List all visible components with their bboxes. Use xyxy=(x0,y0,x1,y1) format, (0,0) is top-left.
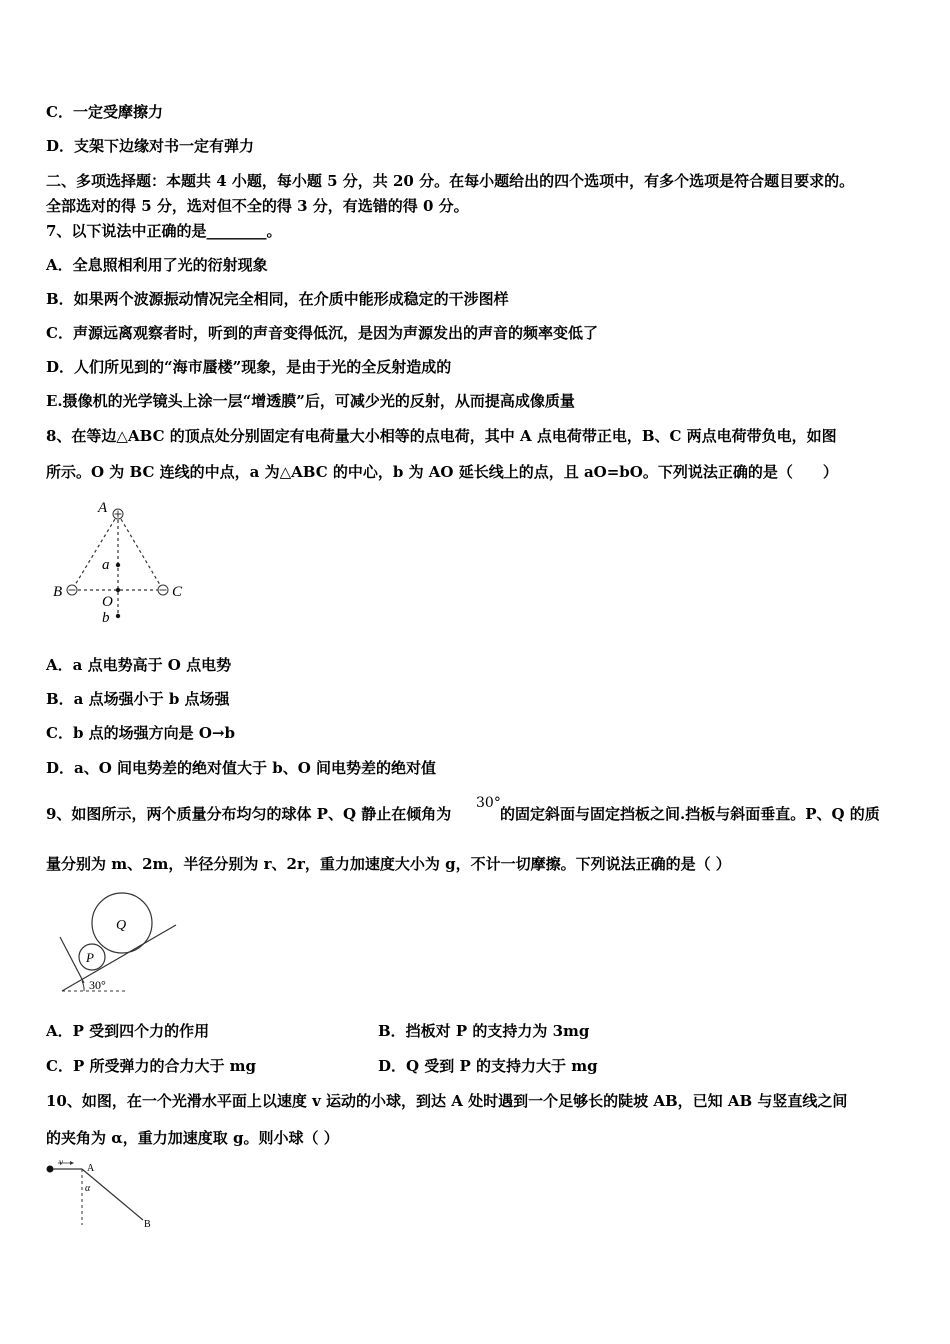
q10-label-v: v xyxy=(59,1157,63,1167)
q7-stem: 7、以下说法中正确的是________。 xyxy=(46,222,282,240)
section2-instructions-line2: 全部选对的得 5 分，选对但不全的得 3 分，有选错的得 0 分。 xyxy=(46,197,469,215)
q9-angle-superscript: 30° xyxy=(476,795,501,811)
q9-stem-line2: 量分别为 m、2m，半径分别为 r、2r，重力加速度大小为 g，不计一切摩擦。下列说法正确的是（ ） xyxy=(46,855,731,873)
q9-stem-line1-part2: 的固定斜面与固定挡板之间.挡板与斜面垂直。P、Q 的质 xyxy=(500,805,880,823)
q7-option-a: A．全息照相利用了光的衍射现象 xyxy=(46,256,268,274)
q6-option-c: C．一定受摩擦力 xyxy=(46,103,163,121)
q8-option-b: B．a 点场强小于 b 点场强 xyxy=(46,690,230,708)
q10-stem-line2: 的夹角为 α，重力加速度取 g。则小球（ ） xyxy=(46,1129,339,1147)
q6-option-d: D．支架下边缘对书一定有弹力 xyxy=(46,137,255,155)
q8-option-d: D．a、O 间电势差的绝对值大于 b、O 间电势差的绝对值 xyxy=(46,759,437,777)
q10-velocity-arrow-icon xyxy=(70,1161,74,1165)
q8-option-c: C．b 点的场强方向是 O→b xyxy=(46,724,235,742)
q8-label-c: C xyxy=(172,584,183,600)
q9-baffle xyxy=(60,937,84,983)
q8-side-ab xyxy=(72,514,118,590)
q7-option-e: E.摄像机的光学镜头上涂一层“增透膜”后，可减少光的反射，从而提高成像质量 xyxy=(46,392,575,410)
q8-label-o: O xyxy=(102,594,113,610)
q9-label-angle: 30° xyxy=(89,978,106,992)
q8-point-o-dot xyxy=(116,588,120,592)
q10-stem-line1: 10、如图，在一个光滑水平面上以速度 v 运动的小球，到达 A 处时遇到一个足够长的陡坡 AB，已知 AB 与竖直线之间 xyxy=(46,1092,848,1110)
section2-instructions-line1: 二、多项选择题：本题共 4 小题，每小题 5 分，共 20 分。在每小题给出的四个选项中，有多个选项是符合题目要求的。 xyxy=(46,172,855,190)
q10-label-alpha: α xyxy=(85,1183,91,1194)
q9-option-d: D．Q 受到 P 的支持力大于 mg xyxy=(378,1057,598,1075)
q9-label-p: P xyxy=(86,950,94,965)
q8-point-a-dot xyxy=(116,563,120,567)
q8-option-a: A．a 点电势高于 O 点电势 xyxy=(46,656,232,674)
q9-label-q: Q xyxy=(116,918,127,933)
q7-option-b: B．如果两个波源振动情况完全相同，在介质中能形成稳定的干涉图样 xyxy=(46,290,509,308)
q10-ball-icon xyxy=(47,1166,54,1173)
q8-label-point-b: b xyxy=(102,610,110,626)
q10-slope-figure xyxy=(44,1157,159,1232)
q8-stem-line1: 8、在等边△ABC 的顶点处分别固定有电荷量大小相等的点电荷，其中 A 点电荷带正电，B、C 两点电荷带负电，如图 xyxy=(46,427,837,445)
q8-side-ac xyxy=(118,514,163,590)
q8-label-point-a: a xyxy=(102,557,110,573)
q10-slope-ab xyxy=(82,1169,143,1220)
q9-option-b: B．挡板对 P 的支持力为 3mg xyxy=(378,1022,590,1040)
q9-option-c: C．P 所受弹力的合力大于 mg xyxy=(46,1057,257,1075)
q8-label-b: B xyxy=(53,584,63,600)
q9-stem-line1-part1: 9、如图所示，两个质量分布均匀的球体 P、Q 静止在倾角为 xyxy=(46,805,452,823)
q7-option-d: D．人们所见到的“海市蜃楼”现象，是由于光的全反射造成的 xyxy=(46,358,452,376)
q10-label-b: B xyxy=(144,1219,151,1230)
q9-option-a: A．P 受到四个力的作用 xyxy=(46,1022,210,1040)
q8-label-a: A xyxy=(98,500,108,516)
q10-label-a: A xyxy=(87,1163,95,1174)
q8-stem-line2: 所示。O 为 BC 连线的中点，a 为△ABC 的中心，b 为 AO 延长线上的点，且 aO=bO。下列说法正确的是（ ） xyxy=(46,463,838,481)
q7-option-c: C．声源远离观察者时，听到的声音变得低沉，是因为声源发出的声音的频率变低了 xyxy=(46,324,598,342)
q9-incline-figure xyxy=(56,885,191,995)
q8-triangle-figure xyxy=(50,498,200,633)
q8-point-b-dot xyxy=(116,614,120,618)
